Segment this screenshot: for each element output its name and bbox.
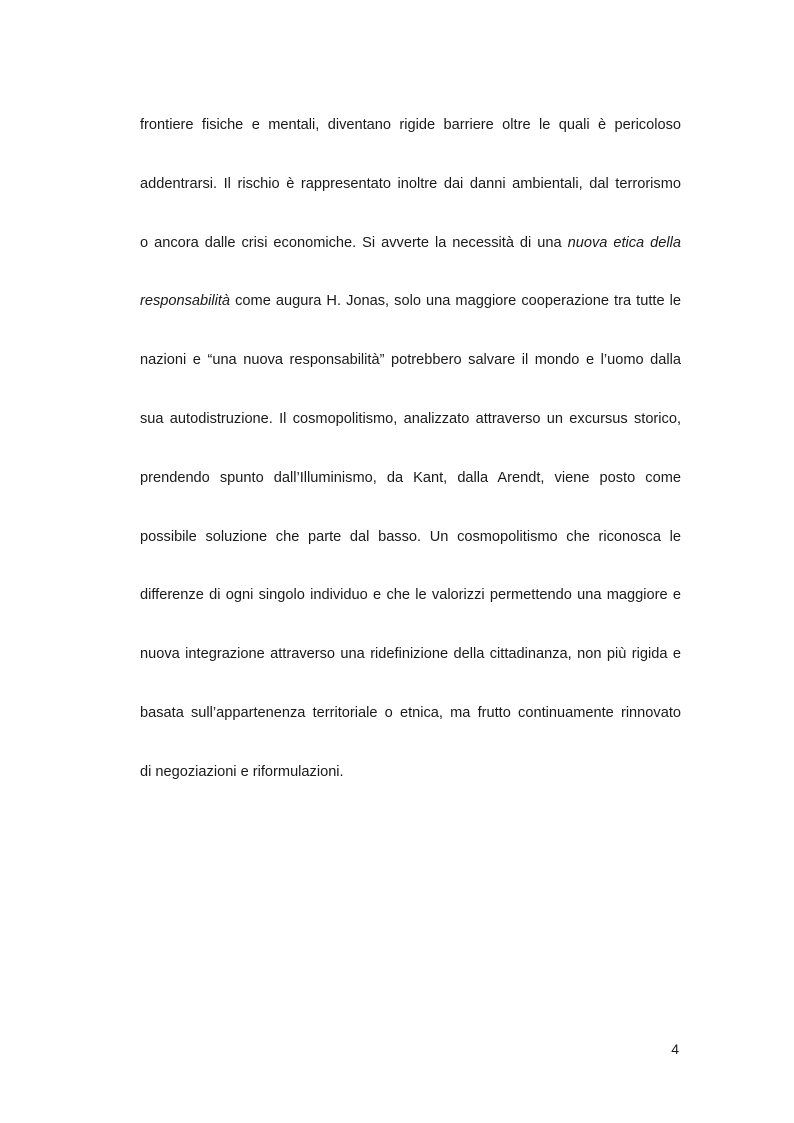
text-run: addentrarsi. Il rischio è rappresentato inoltre dai danni ambientali, dal terrorismo — [140, 175, 681, 192]
text-run: possibile soluzione che parte dal basso. Un cosmopolitismo che riconosca le — [140, 528, 681, 545]
text-run: di negoziazioni e riformulazioni. — [140, 763, 344, 780]
text-line — [140, 522, 681, 581]
italic-text: responsabilità — [140, 293, 231, 310]
text-line — [140, 639, 681, 698]
text-line — [140, 345, 681, 404]
text-line — [140, 228, 681, 287]
page-number: 4 — [671, 1041, 679, 1057]
text-run: nuova integrazione attraverso una ridefinizione della cittadinanza, non più rigida e — [140, 646, 681, 663]
text-line — [140, 286, 681, 345]
text-line — [140, 757, 681, 816]
text-line — [140, 580, 681, 639]
text-run: frontiere fisiche e mentali, diventano rigide barriere oltre le quali è pericoloso — [140, 117, 681, 133]
text-run: come augura H. Jonas, solo una maggiore cooperazione tra tutte le — [230, 293, 681, 310]
text-run: differenze di ogni singolo individuo e che le valorizzi permettendo una maggiore e — [140, 587, 681, 604]
text-line — [140, 110, 681, 169]
body-paragraph — [140, 110, 681, 816]
text-line — [140, 169, 681, 228]
text-run: nazioni e “una nuova responsabilità” potrebbero salvare il mondo e l’uomo dalla — [140, 352, 681, 369]
text-run: basata sull’appartenenza territoriale o etnica, ma frutto continuamente rinnovato — [140, 704, 681, 721]
text-line — [140, 463, 681, 522]
italic-text: nuova etica della — [567, 234, 681, 251]
text-run: sua autodistruzione. Il cosmopolitismo, analizzato attraverso un excursus storico, — [140, 410, 681, 427]
text-run: prendendo spunto dall’Illuminismo, da Kant, dalla Arendt, viene posto come — [140, 469, 681, 486]
text-line — [140, 404, 681, 463]
text-line — [140, 698, 681, 757]
text-run: o ancora dalle crisi economiche. Si avverte la necessità di una — [140, 234, 568, 251]
